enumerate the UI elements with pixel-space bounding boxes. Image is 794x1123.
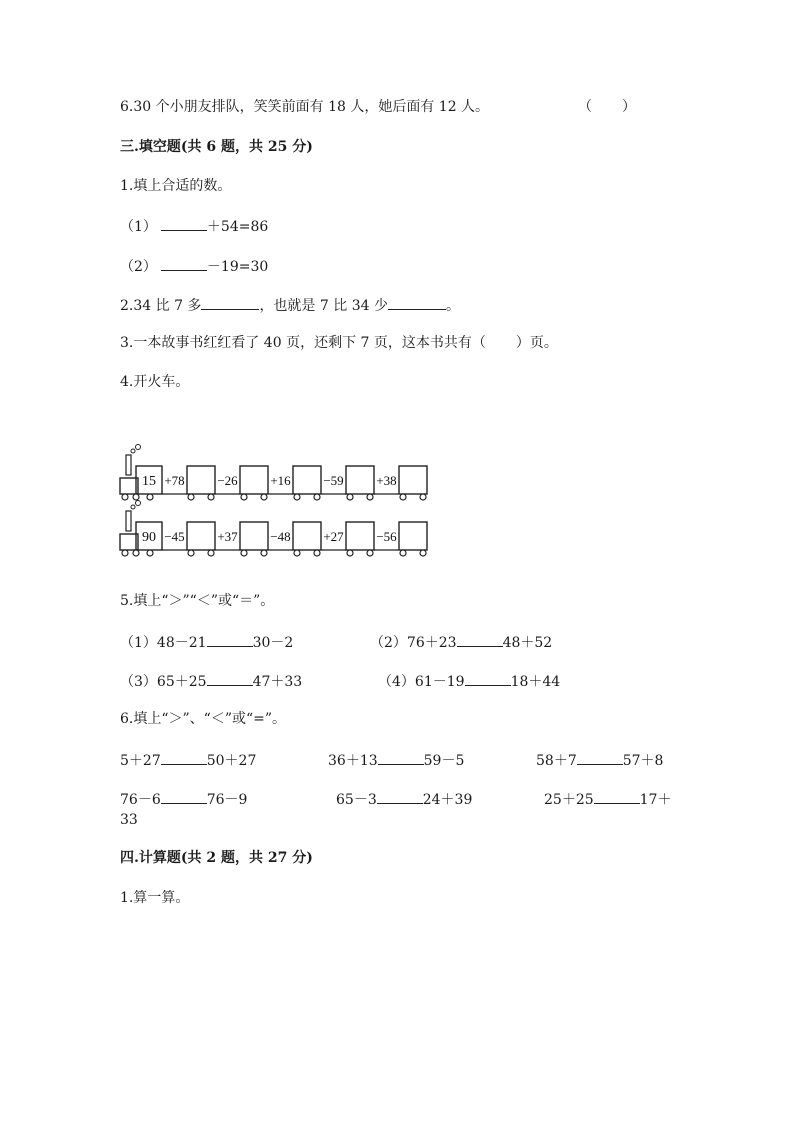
train-operation: +27: [323, 529, 344, 544]
fill-6-item-4: 76－6 76－9: [120, 789, 247, 809]
train-operation: −56: [376, 529, 397, 544]
train-car-answer-box[interactable]: [293, 466, 321, 494]
wheel-icon: [420, 494, 426, 500]
wheel-icon: [294, 494, 300, 500]
chimney-icon: [126, 455, 131, 475]
wheel-icon: [347, 550, 353, 556]
wheel-icon: [261, 494, 267, 500]
section-3-title: 三.填空题(共 6 题，共 25 分): [120, 139, 313, 155]
fill-5-title: 5.填上“＞”“＜”或“＝”。: [120, 593, 275, 609]
calc-1-title: 1.算一算。: [120, 890, 190, 906]
smoke-icon: [131, 505, 135, 509]
wheel-icon: [294, 550, 300, 556]
train-car-answer-box[interactable]: [346, 466, 374, 494]
train-operation: −48: [270, 529, 291, 544]
wheel-icon: [188, 494, 194, 500]
fill-1-title: 1.填上合适的数。: [120, 178, 232, 194]
wheel-icon: [314, 494, 320, 500]
train-operation: +16: [270, 473, 291, 488]
fill-5-item-3: （3）65＋25 47＋33: [120, 671, 302, 691]
train-2: [120, 501, 427, 557]
train-operation: +78: [164, 473, 185, 488]
fill-5-item-2: （2）76＋23 48＋52: [370, 632, 552, 652]
wheel-icon: [314, 550, 320, 556]
wheel-icon: [367, 494, 373, 500]
train-car-answer-box[interactable]: [187, 522, 215, 550]
fill-6-item-6: 25＋25 17＋: [544, 789, 671, 809]
answer-blank[interactable]: [465, 671, 511, 686]
fill-6-wrap: 33: [120, 812, 138, 828]
answer-blank[interactable]: [457, 632, 503, 647]
train-car-answer-box[interactable]: [399, 522, 427, 550]
train-car-answer-box[interactable]: [346, 522, 374, 550]
wheel-icon: [133, 550, 139, 556]
wheel-icon: [420, 550, 426, 556]
answer-blank[interactable]: [378, 750, 424, 765]
wheel-icon: [241, 550, 247, 556]
fill-5-item-1: （1）48－21 30－2: [120, 632, 293, 652]
wheel-icon: [122, 494, 128, 500]
train-car-answer-box[interactable]: [240, 522, 268, 550]
question-text: 6.30 个小朋友排队，笑笑前面有 18 人，她后面有 12 人。: [120, 99, 490, 115]
fill-6-item-2: 36＋13 59－5: [328, 750, 464, 770]
answer-parentheses[interactable]: （ ）: [578, 99, 636, 115]
train-start-number: 90: [142, 530, 156, 545]
wheel-icon: [122, 550, 128, 556]
answer-blank[interactable]: [207, 671, 253, 686]
train-car-answer-box[interactable]: [293, 522, 321, 550]
wheel-icon: [208, 550, 214, 556]
wheel-icon: [147, 494, 153, 500]
fill-4-title: 4.开火车。: [120, 374, 190, 390]
train-car-answer-box[interactable]: [399, 466, 427, 494]
fill-6-title: 6.填上“＞”、“＜”或“=”。: [120, 711, 287, 727]
wheel-icon: [147, 550, 153, 556]
answer-blank[interactable]: [161, 789, 207, 804]
wheel-icon: [208, 494, 214, 500]
train-car-answer-box[interactable]: [187, 466, 215, 494]
fill-6-item-3: 58＋7 57＋8: [536, 750, 663, 770]
chimney-icon: [126, 511, 131, 531]
answer-blank[interactable]: [594, 789, 640, 804]
train-1: [120, 445, 427, 501]
train-operation: +38: [376, 473, 397, 488]
wheel-icon: [367, 550, 373, 556]
fill-3: 3.一本故事书红红看了 40 页，还剩下 7 页，这本书共有（ ）页。: [120, 335, 558, 351]
fill-1-sub-2: （2） －19=30: [120, 256, 268, 276]
wheel-icon: [241, 494, 247, 500]
smoke-icon: [136, 501, 141, 506]
fill-1-sub-1: （1） ＋54=86: [120, 216, 268, 236]
wheel-icon: [400, 550, 406, 556]
answer-blank[interactable]: [577, 750, 623, 765]
train-start-number: 15: [142, 474, 156, 489]
train-operation: −26: [217, 473, 238, 488]
wheel-icon: [347, 494, 353, 500]
answer-blank[interactable]: [377, 789, 423, 804]
wheel-icon: [133, 494, 139, 500]
wheel-icon: [400, 494, 406, 500]
train-operation: −45: [164, 529, 185, 544]
smoke-icon: [131, 449, 135, 453]
section-4-title: 四.计算题(共 2 题，共 27 分): [120, 850, 313, 866]
wheel-icon: [188, 550, 194, 556]
train-operation: −59: [323, 473, 344, 488]
train-operation: +37: [217, 529, 238, 544]
fill-6-item-1: 5＋27 50＋27: [120, 750, 256, 770]
fill-2: 2.34 比 7 多 ，也就是 7 比 34 少 。: [120, 295, 460, 315]
wheel-icon: [261, 550, 267, 556]
fill-5-item-4: （4）61－19 18＋44: [378, 671, 560, 691]
answer-blank[interactable]: [161, 750, 207, 765]
smoke-icon: [136, 445, 141, 450]
answer-blank[interactable]: [207, 632, 253, 647]
train-car-answer-box[interactable]: [240, 466, 268, 494]
fill-6-item-5: 65－3 24＋39: [336, 789, 472, 809]
